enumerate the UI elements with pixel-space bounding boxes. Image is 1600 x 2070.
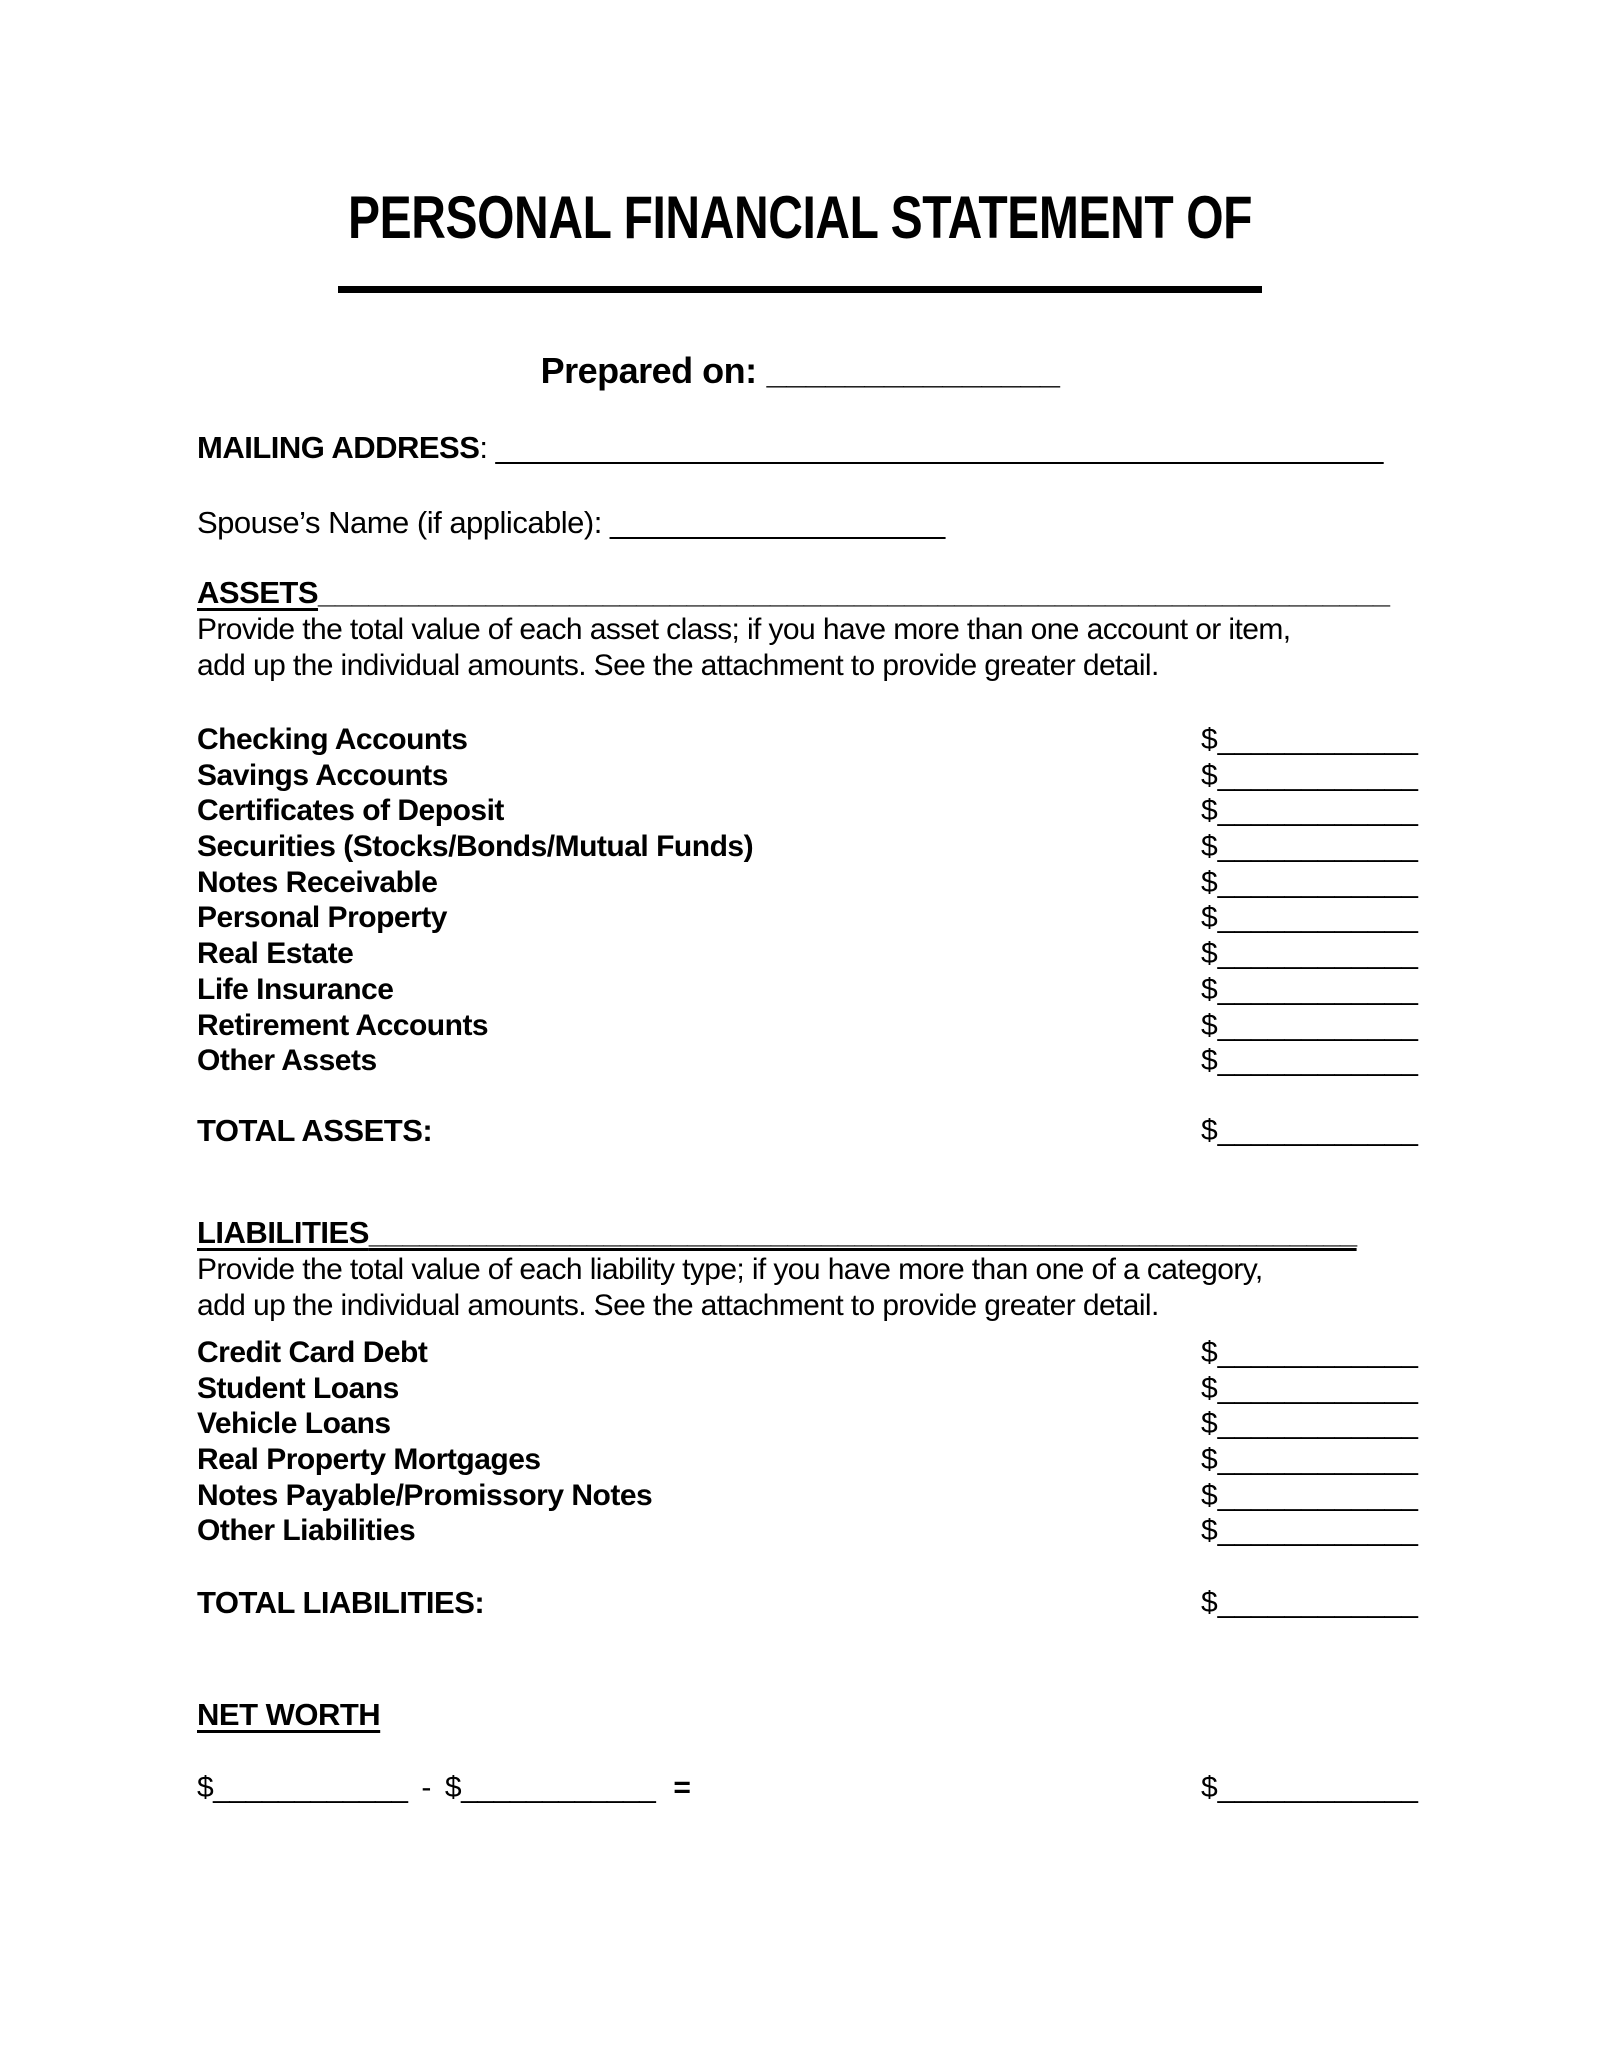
- asset-row: [197, 865, 1425, 901]
- asset-label: Securities (Stocks/Bonds/Mutual Funds): [197, 830, 754, 864]
- spouse-name-row: [197, 505, 945, 541]
- asset-row: [197, 936, 1425, 972]
- assets-description: [197, 612, 1290, 684]
- equals-sign: =: [673, 1771, 691, 1804]
- net-worth-equation-row: [197, 1770, 1425, 1806]
- asset-row: [197, 972, 1425, 1008]
- asset-amount-blank[interactable]: $____________: [1201, 937, 1418, 971]
- liability-label: Notes Payable/Promissory Notes: [197, 1478, 653, 1512]
- asset-label: Checking Accounts: [197, 723, 468, 756]
- minus-sign: -: [421, 1771, 431, 1804]
- asset-label: Savings Accounts: [197, 758, 448, 792]
- prepared-on-row: [0, 350, 1600, 392]
- liability-row: [197, 1513, 1425, 1549]
- liability-amount-blank[interactable]: $____________: [1201, 1371, 1418, 1405]
- net-worth-heading-text: NET WORTH: [197, 1697, 381, 1732]
- liability-row: [197, 1371, 1425, 1407]
- total-liabilities-label: TOTAL LIABILITIES:: [197, 1585, 485, 1620]
- asset-row: [197, 900, 1425, 936]
- asset-label: Certificates of Deposit: [197, 794, 504, 828]
- asset-row: [197, 793, 1425, 829]
- mailing-address-row: [197, 430, 1383, 466]
- assets-heading-trail: ________________________________________________________________: [318, 575, 1390, 610]
- assets-description-line2: add up the individual amounts. See the attachment to provide greater detail.: [197, 649, 1159, 682]
- total-liabilities-row: [197, 1585, 1425, 1621]
- liability-label: Other Liabilities: [197, 1514, 416, 1548]
- liabilities-section-heading: [197, 1215, 1357, 1251]
- liability-row: [197, 1442, 1425, 1478]
- asset-amount-blank[interactable]: $____________: [1201, 1008, 1418, 1042]
- total-assets-amount-blank[interactable]: $____________: [1201, 1114, 1418, 1147]
- liabilities-description-line1: Provide the total value of each liability type; if you have more than one of a category,: [197, 1253, 1263, 1286]
- liabilities-list: [197, 1335, 1425, 1549]
- assets-section-heading: [197, 575, 1389, 611]
- net-worth-result-blank[interactable]: $____________: [1201, 1771, 1418, 1804]
- asset-label: Notes Receivable: [197, 865, 438, 899]
- page-title: [0, 184, 1600, 251]
- asset-row: [197, 1008, 1425, 1044]
- asset-row: [197, 758, 1425, 794]
- assets-list: [197, 722, 1425, 1079]
- asset-row: [197, 1043, 1425, 1079]
- liability-row: [197, 1478, 1425, 1514]
- net-worth-total-assets-blank[interactable]: $____________: [197, 1771, 408, 1804]
- liabilities-heading-trail: ___________________________________________________________: [368, 1215, 1357, 1250]
- assets-description-line1: Provide the total value of each asset class; if you have more than one account or item,: [197, 613, 1291, 646]
- asset-row: [197, 829, 1425, 865]
- asset-row: [197, 722, 1425, 758]
- asset-label: Retirement Accounts: [197, 1008, 489, 1042]
- liability-label: Student Loans: [197, 1371, 399, 1405]
- asset-amount-blank[interactable]: $____________: [1201, 794, 1418, 828]
- mailing-address-blank[interactable]: _____________________________________________________: [495, 430, 1383, 465]
- liability-amount-blank[interactable]: $____________: [1201, 1514, 1418, 1548]
- prepared-on-blank[interactable]: _______________: [766, 350, 1060, 391]
- asset-amount-blank[interactable]: $____________: [1201, 972, 1418, 1006]
- prepared-on-label: Prepared on:: [540, 350, 757, 391]
- asset-amount-blank[interactable]: $____________: [1201, 758, 1418, 792]
- mailing-address-colon: :: [479, 430, 496, 465]
- spouse-name-blank[interactable]: ____________________: [609, 505, 945, 540]
- assets-heading-text: ASSETS: [197, 575, 319, 610]
- asset-label: Personal Property: [197, 901, 447, 935]
- liability-amount-blank[interactable]: $____________: [1201, 1407, 1418, 1441]
- spouse-name-label: Spouse’s Name (if applicable):: [197, 505, 610, 540]
- mailing-address-label: MAILING ADDRESS: [197, 430, 480, 465]
- asset-label: Life Insurance: [197, 972, 394, 1006]
- asset-amount-blank[interactable]: $____________: [1201, 830, 1418, 864]
- liability-amount-blank[interactable]: $____________: [1201, 1443, 1418, 1477]
- liability-row: [197, 1406, 1425, 1442]
- liabilities-description-line2: add up the individual amounts. See the attachment to provide greater detail.: [197, 1289, 1159, 1322]
- liability-label: Credit Card Debt: [197, 1336, 428, 1369]
- total-assets-row: [197, 1113, 1425, 1149]
- liability-label: Vehicle Loans: [197, 1407, 391, 1441]
- net-worth-total-liabilities-blank[interactable]: $____________: [444, 1771, 656, 1804]
- liability-amount-blank[interactable]: $____________: [1201, 1336, 1418, 1369]
- asset-amount-blank[interactable]: $____________: [1201, 901, 1418, 935]
- net-worth-heading: [197, 1697, 380, 1733]
- total-liabilities-amount-blank[interactable]: $____________: [1201, 1586, 1418, 1619]
- liabilities-description: [197, 1252, 1263, 1324]
- liability-row: [197, 1335, 1425, 1371]
- total-assets-label: TOTAL ASSETS:: [197, 1113, 433, 1148]
- liability-label: Real Property Mortgages: [197, 1443, 541, 1477]
- asset-amount-blank[interactable]: $____________: [1201, 723, 1418, 756]
- liabilities-heading-text: LIABILITIES: [197, 1215, 369, 1250]
- asset-label: Other Assets: [197, 1044, 377, 1078]
- asset-amount-blank[interactable]: $____________: [1201, 1044, 1418, 1078]
- asset-label: Real Estate: [197, 937, 354, 971]
- name-blank-line[interactable]: [338, 286, 1262, 293]
- asset-amount-blank[interactable]: $____________: [1201, 865, 1418, 899]
- page-title-text: PERSONAL FINANCIAL STATEMENT OF: [347, 184, 1253, 251]
- liability-amount-blank[interactable]: $____________: [1201, 1478, 1418, 1512]
